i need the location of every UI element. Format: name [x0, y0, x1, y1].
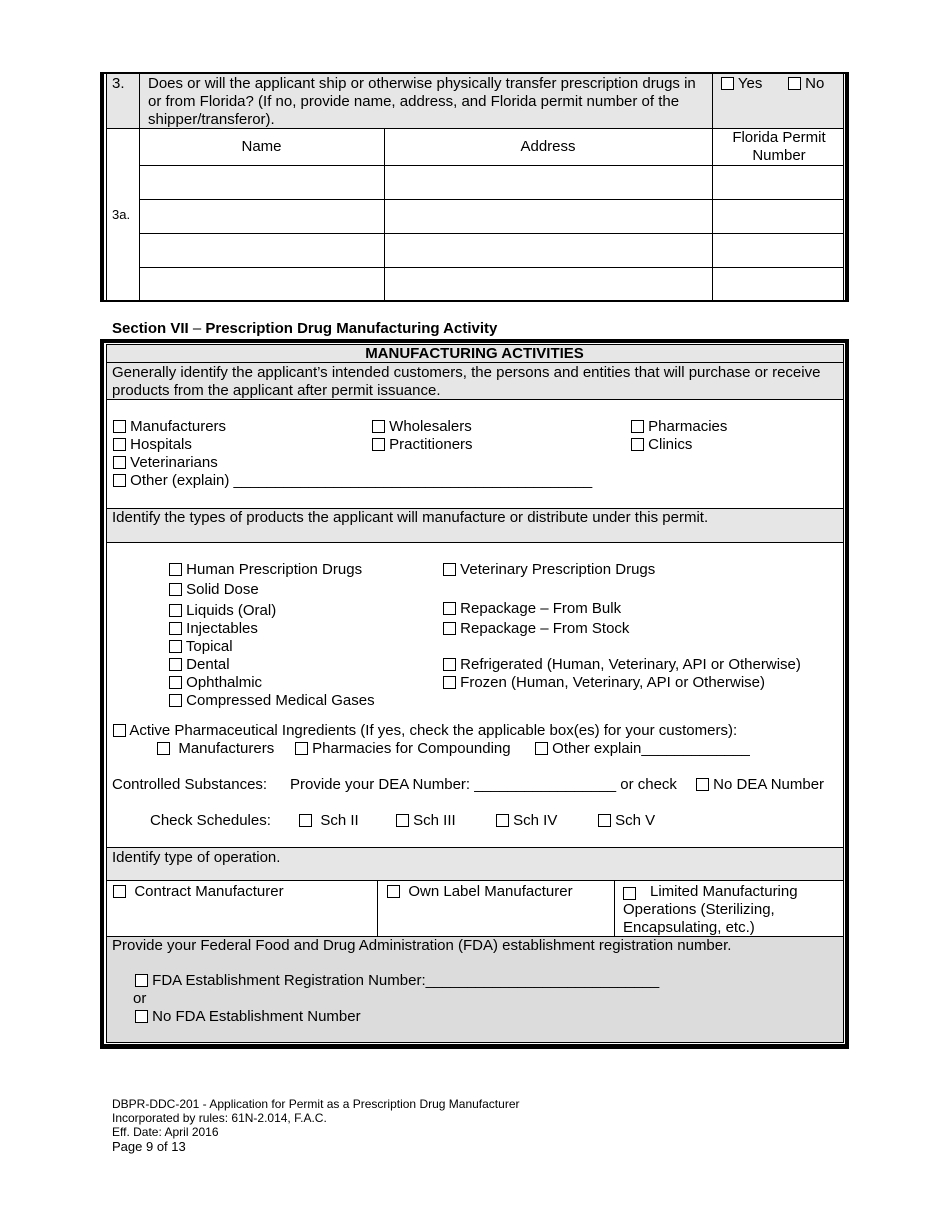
product-injectables-checkbox[interactable]	[169, 622, 182, 635]
products-prompt: Identify the types of products the applicant will manufacture or distribute under this permit.	[112, 509, 709, 526]
column-permit-header: Florida Permit Number	[732, 129, 826, 164]
footer-page-number: Page 9 of 13	[112, 1139, 186, 1154]
manufacturing-header: MANUFACTURING ACTIVITIES	[365, 345, 584, 362]
no-option[interactable]	[788, 75, 824, 93]
product-ophthalmic-option[interactable]: Ophthalmic	[169, 674, 262, 692]
customer-other-checkbox[interactable]	[113, 474, 126, 487]
product-repackage-bulk-checkbox[interactable]	[443, 602, 456, 615]
customer-practitioners-option[interactable]: Practitioners	[372, 436, 473, 454]
product-frozen-option[interactable]: Frozen (Human, Veterinary, API or Otherwise)	[443, 674, 765, 692]
product-human-rx-option[interactable]: Human Prescription Drugs	[169, 561, 362, 579]
schedule-iv-checkbox[interactable]	[496, 814, 509, 827]
shipper-name-field[interactable]	[140, 166, 384, 199]
customer-manufacturers-option[interactable]: Manufacturers	[113, 418, 226, 436]
schedule-v-checkbox[interactable]	[598, 814, 611, 827]
api-compounding-option[interactable]: Pharmacies for Compounding	[295, 740, 511, 758]
product-refrigerated-option[interactable]: Refrigerated (Human, Veterinary, API or Otherwise)	[443, 656, 801, 674]
schedule-iii-checkbox[interactable]	[396, 814, 409, 827]
product-ophthalmic-checkbox[interactable]	[169, 676, 182, 689]
shipper-permit-field[interactable]	[713, 234, 843, 267]
schedules-label: Check Schedules:	[150, 812, 271, 829]
fda-prompt: Provide your Federal Food and Drug Administration (FDA) establishment registration number.	[112, 937, 732, 954]
customer-pharmacies-checkbox[interactable]	[631, 420, 644, 433]
question-text: Does or will the applicant ship or otherwise physically transfer prescription drugs in or from Florida? (If no, provide name, address, and Florida permit number of the shipper/transferor).	[148, 75, 696, 128]
no-checkbox[interactable]	[788, 77, 801, 90]
operation-contract-option[interactable]: Contract Manufacturer	[113, 883, 284, 901]
api-checkbox[interactable]	[113, 724, 126, 737]
customer-veterinarians-checkbox[interactable]	[113, 456, 126, 469]
product-vet-rx-option[interactable]: Veterinary Prescription Drugs	[443, 561, 655, 579]
yes-checkbox[interactable]	[721, 77, 734, 90]
no-dea-option[interactable]: No DEA Number	[696, 776, 824, 794]
question-number: 3.	[112, 75, 125, 92]
footer-eff-date: Eff. Date: April 2016	[112, 1125, 219, 1139]
shipper-permit-field[interactable]	[713, 166, 843, 199]
operation-own-label-option[interactable]: Own Label Manufacturer	[387, 883, 573, 901]
api-manufacturers-option[interactable]: Manufacturers	[157, 740, 274, 758]
yes-label: Yes	[737, 75, 763, 92]
customer-pharmacies-option[interactable]: Pharmacies	[631, 418, 727, 436]
shipper-name-field[interactable]	[140, 234, 384, 267]
customer-hospitals-option[interactable]: Hospitals	[113, 436, 192, 454]
footer-rules: Incorporated by rules: 61N-2.014, F.A.C.	[112, 1111, 327, 1125]
product-vet-rx-checkbox[interactable]	[443, 563, 456, 576]
dea-number-field[interactable]: Provide your DEA Number: _________________ or check	[290, 776, 677, 793]
operation-prompt: Identify type of operation.	[112, 849, 281, 866]
operation-limited-label: Limited Manufacturing Operations (Sterilizing, Encapsulating, etc.)	[623, 883, 798, 936]
schedule-iii-option[interactable]: Sch III	[396, 812, 456, 830]
product-medical-gases-option[interactable]: Compressed Medical Gases	[169, 692, 375, 710]
product-refrigerated-checkbox[interactable]	[443, 658, 456, 671]
product-dental-checkbox[interactable]	[169, 658, 182, 671]
product-topical-option[interactable]: Topical	[169, 638, 233, 656]
customer-hospitals-checkbox[interactable]	[113, 438, 126, 451]
no-fda-option[interactable]: No FDA Establishment Number	[135, 1008, 361, 1026]
yes-option[interactable]	[721, 75, 762, 93]
fda-number-option[interactable]	[135, 972, 659, 990]
no-dea-checkbox[interactable]	[696, 778, 709, 791]
column-name-header: Name	[241, 138, 282, 155]
product-repackage-bulk-option[interactable]: Repackage – From Bulk	[443, 600, 621, 618]
api-other-option[interactable]: Other explain_____________	[535, 740, 750, 758]
customer-clinics-option[interactable]: Clinics	[631, 436, 692, 454]
product-topical-checkbox[interactable]	[169, 640, 182, 653]
product-medical-gases-checkbox[interactable]	[169, 694, 182, 707]
sub-question-number: 3a.	[112, 207, 131, 222]
operation-contract-checkbox[interactable]	[113, 885, 126, 898]
shipper-address-field[interactable]	[385, 166, 712, 199]
product-injectables-option[interactable]: Injectables	[169, 620, 258, 638]
fda-or-label: or	[133, 990, 147, 1007]
no-label: No	[805, 75, 825, 92]
schedule-iv-option[interactable]: Sch IV	[496, 812, 557, 830]
customer-other-option[interactable]: Other (explain) ___________________________________________	[113, 472, 592, 490]
product-frozen-checkbox[interactable]	[443, 676, 456, 689]
customer-clinics-checkbox[interactable]	[631, 438, 644, 451]
shipper-address-field[interactable]	[385, 200, 712, 233]
api-manufacturers-checkbox[interactable]	[157, 742, 170, 755]
section-title: Section VII – Prescription Drug Manufacturing Activity	[112, 320, 498, 337]
shipper-name-field[interactable]	[140, 200, 384, 233]
customer-practitioners-checkbox[interactable]	[372, 438, 385, 451]
shipper-permit-field[interactable]	[713, 200, 843, 233]
product-repackage-stock-option[interactable]: Repackage – From Stock	[443, 620, 629, 638]
no-fda-checkbox[interactable]	[135, 1010, 148, 1023]
fda-number-checkbox[interactable]	[135, 974, 148, 987]
customer-wholesalers-option[interactable]: Wholesalers	[372, 418, 472, 436]
customer-veterinarians-option[interactable]: Veterinarians	[113, 454, 218, 472]
controlled-substances-label: Controlled Substances:	[112, 776, 268, 793]
api-option[interactable]: Active Pharmaceutical Ingredients (If yes, check the applicable box(es) for your customers):	[113, 722, 737, 740]
shipper-permit-field[interactable]	[713, 268, 843, 300]
customers-prompt: Generally identify the applicant’s intended customers, the persons and entities that will purchase or receive products from the applicant after permit issuance.	[112, 364, 821, 399]
fda-number-field[interactable]: FDA Establishment Registration Number:____________________________	[152, 972, 660, 989]
product-dental-option[interactable]: Dental	[169, 656, 230, 674]
shipper-address-field[interactable]	[385, 268, 712, 300]
product-repackage-stock-checkbox[interactable]	[443, 622, 456, 635]
schedule-ii-checkbox[interactable]	[299, 814, 312, 827]
product-liquids-option[interactable]: Liquids (Oral)	[169, 602, 276, 620]
schedule-ii-option[interactable]: Sch II	[299, 812, 359, 830]
product-solid-dose-option[interactable]: Solid Dose	[169, 581, 259, 599]
product-liquids-checkbox[interactable]	[169, 604, 182, 617]
product-human-rx-checkbox[interactable]	[169, 563, 182, 576]
customer-manufacturers-checkbox[interactable]	[113, 420, 126, 433]
shipper-address-field[interactable]	[385, 234, 712, 267]
customer-wholesalers-checkbox[interactable]	[372, 420, 385, 433]
api-compounding-checkbox[interactable]	[295, 742, 308, 755]
product-solid-dose-checkbox[interactable]	[169, 583, 182, 596]
shipper-name-field[interactable]	[140, 268, 384, 300]
schedule-v-option[interactable]: Sch V	[598, 812, 655, 830]
api-other-checkbox[interactable]	[535, 742, 548, 755]
footer-form-name: DBPR-DDC-201 - Application for Permit as a Prescription Drug Manufacturer	[112, 1097, 520, 1111]
operation-own-label-checkbox[interactable]	[387, 885, 400, 898]
column-address-header: Address	[520, 138, 576, 155]
